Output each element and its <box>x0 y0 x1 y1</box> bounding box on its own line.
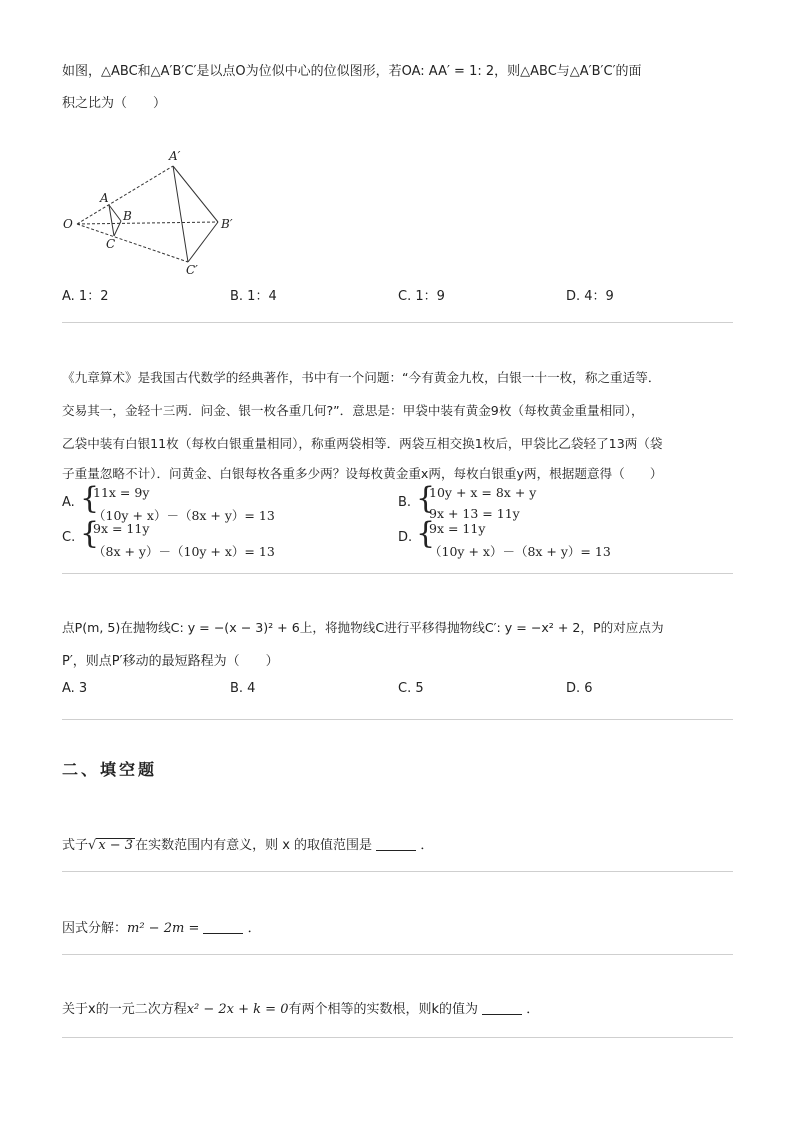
q4-prefix: 式子 <box>62 838 89 853</box>
q2-option-c-letter[interactable]: C. <box>62 530 76 545</box>
q6-text <box>62 998 539 1017</box>
q1-stem-line2: 积之比为（ ） <box>62 96 167 111</box>
q4-radicand: x − 3 <box>98 838 134 853</box>
q3-option-a[interactable]: A. 3 <box>62 681 88 696</box>
q5-prefix: 因式分解： <box>62 921 128 936</box>
q2-option-b-eq2: 9x + 13 = 11y <box>429 506 520 521</box>
q5-text <box>62 917 261 936</box>
q1-figure <box>55 140 255 280</box>
label-B: B <box>123 209 132 223</box>
q6-answer-blank[interactable] <box>482 1002 522 1015</box>
divider <box>62 719 733 720</box>
line-A1-C1 <box>173 166 188 262</box>
line-O-C1 <box>77 224 188 262</box>
q6-prefix: 关于x的一元二次方程 <box>62 1002 187 1017</box>
q3-stem-line2: P′，则点P′移动的最短路程为（ ） <box>62 654 279 669</box>
q2-stem-line4: 子重量忽略不计）．问黄金、白银每枚各重多少两？设每枚黄金重x两，每枚白银重y两，根据题意得（ ） <box>62 466 663 481</box>
divider <box>62 322 733 323</box>
divider <box>62 954 733 955</box>
q3-stem-line1: 点P(m, 5)在抛物线C: y = −(x − 3)² + 6上，将抛物线C进行平移得抛物线C′: y = −x² + 2，P的对应点为 <box>62 620 664 635</box>
q3-option-b[interactable]: B. 4 <box>230 681 256 696</box>
q1-stem-line1: 如图，△ABC和△A′B′C′是以点O为位似中心的位似图形，若OA: AA′ = 1: 2，则△ABC与△A′B′C′的面 <box>62 64 642 79</box>
q2-option-b-letter[interactable]: B. <box>398 495 412 510</box>
q5-end: ． <box>247 921 261 936</box>
brace-icon: { <box>416 481 436 516</box>
q2-option-d-eq2: （10y + x）－（8x + y）= 13 <box>429 544 611 559</box>
q2-option-a-eq1: 11x = 9y <box>93 485 150 500</box>
q5-expr: m² − 2m = <box>127 921 200 936</box>
q1-option-d[interactable]: D. 4：9 <box>566 289 614 304</box>
q4-end: ． <box>420 838 434 853</box>
q4-answer-blank[interactable] <box>376 838 416 851</box>
q6-suffix: 有两个相等的实数根，则k的值为 <box>288 1002 478 1017</box>
q2-option-c-eq2: （8x + y）－（10y + x）= 13 <box>93 544 275 559</box>
q2-option-b-eq1: 10y + x = 8x + y <box>429 485 537 500</box>
q3-option-c[interactable]: C. 5 <box>398 681 424 696</box>
q4-suffix: 在实数范围内有意义，则 x 的取值范围是 <box>135 838 373 853</box>
q2-option-d-letter[interactable]: D. <box>398 530 413 545</box>
section-title: 二、填空题 <box>62 760 158 779</box>
divider <box>62 1037 733 1038</box>
label-A1: A′ <box>169 149 181 163</box>
q2-stem-line3: 乙袋中装有白银11枚（每枚白银重量相同），称重两袋相等．两袋互相交换1枚后，甲袋比乙袋轻了13两（袋 <box>62 436 663 451</box>
label-B1: B′ <box>221 217 233 231</box>
label-A: A <box>100 191 109 205</box>
q2-stem-line1: 《九章算术》是我国古代数学的经典著作，书中有一个问题：“今有黄金九枚，白银一十一枚，称之重适等． <box>62 370 661 385</box>
line-B1-C1 <box>188 222 218 262</box>
q3-option-d[interactable]: D. 6 <box>566 681 593 696</box>
label-C: C <box>106 237 116 251</box>
q2-stem-line2: 交易其一，金轻十三两．问金、银一枚各重几何?”．意思是：甲袋中装有黄金9枚（每枚黄金重量相同）， <box>62 403 644 418</box>
q1-option-a[interactable]: A. 1：2 <box>62 289 109 304</box>
q6-end: ． <box>526 1002 540 1017</box>
line-O-B1 <box>77 222 218 224</box>
q2-option-d-eq1: 9x = 11y <box>429 521 486 536</box>
q4-text: 式子√ x − 3 在实数范围内有意义，则 x 的取值范围是 ． <box>62 838 434 853</box>
label-C1: C′ <box>186 263 198 277</box>
q2-option-a-eq2: （10y + x）－（8x + y）= 13 <box>93 508 275 523</box>
brace-icon: { <box>80 481 100 516</box>
brace-icon: { <box>416 516 436 551</box>
q2-option-c-eq1: 9x = 11y <box>93 521 150 536</box>
brace-icon: { <box>80 516 100 551</box>
q6-expr: x² − 2x + k = 0 <box>186 1002 289 1017</box>
q1-option-b[interactable]: B. 1：4 <box>230 289 277 304</box>
divider <box>62 871 733 872</box>
line-A-C <box>109 205 114 236</box>
q5-answer-blank[interactable] <box>203 921 243 934</box>
divider <box>62 573 733 574</box>
q1-option-c[interactable]: C. 1：9 <box>398 289 445 304</box>
q2-option-a-letter[interactable]: A. <box>62 495 75 510</box>
line-A1-B1 <box>173 166 218 222</box>
label-O: O <box>63 217 73 231</box>
